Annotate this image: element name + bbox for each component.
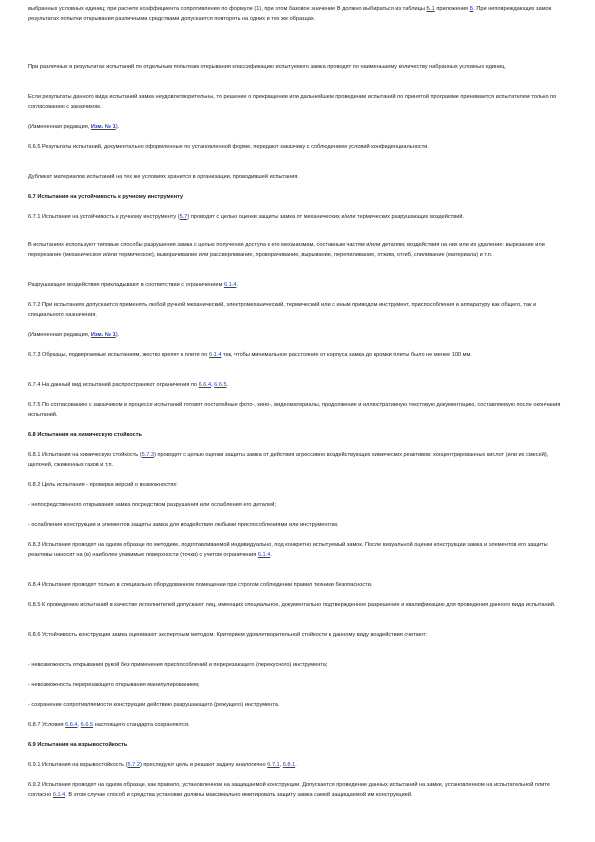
reference-link[interactable]: 5.7.3 bbox=[141, 452, 155, 458]
paragraph-text: 6.8.6 Устойчивость конструкции замка оценивают экспертным методом. Критерием удовлетворительной стойкости к данному виду воздействия считают: bbox=[28, 632, 427, 638]
paragraph-text: 6.8.1 Испытания на химическую стойкость ( bbox=[28, 452, 142, 458]
paragraph-text: В испытаниях используют типовые способы разрушения замка с целью получения доступа к его механизмам, составным частям и/или деталям; воздействия на них или их удаление: вырезание или перерезание (механическое и/или термическое), выворачивание или рассверливание, проворачивание, вырывание, перепиливание, отжим, отгиб, спиливание (материала) и т.п. bbox=[28, 242, 545, 258]
paragraph-text: 6.9 Испытания на взрывостойкость bbox=[28, 742, 128, 748]
reference-link[interactable]: 6.1.4 bbox=[223, 282, 237, 288]
paragraph bbox=[28, 172, 568, 182]
paragraph-text: - ослабления конструкции и элементов защиты замка для воздействия любыми приспособлениями или инструментом. bbox=[28, 522, 339, 528]
paragraph-text: так, чтобы минимальное расстояние от корпуса замка до кромки плиты было не менее 100 мм. bbox=[221, 352, 472, 358]
paragraph-text: 6.8 Испытания на химическую стойкость bbox=[28, 432, 142, 438]
paragraph-text: . bbox=[226, 382, 229, 388]
paragraph-text: ) проводят с целью оценки защиты замка от действия агрессивно воздействующих химических реактивов: концентрированных кислот (или их смесей), щелочей, сжиженных газов и т.п. bbox=[28, 452, 549, 468]
paragraph-text: 6.7.4 На данный вид испытаний распространяют ограничения по bbox=[28, 382, 199, 388]
paragraph-text: 6.7 Испытания на устойчивость к ручному инструменту bbox=[28, 194, 184, 200]
paragraph-text: (Измененная редакция, bbox=[28, 332, 91, 338]
paragraph-text: 6.7.1 Испытания на устойчивость к ручному инструменту ( bbox=[28, 214, 180, 220]
section-heading bbox=[28, 740, 568, 750]
paragraph-text: 6.7.2 При испытаниях допускается применять любой ручной механический, электромеханический, термический или с иным приводом инструмент, приспособления и аппаратуру как общего, так и специального назначения. bbox=[28, 302, 537, 318]
paragraph bbox=[28, 350, 568, 360]
reference-link[interactable]: Изм. № 1 bbox=[90, 332, 116, 338]
paragraph-text: Разрушающее воздействие прикладывают в соответствии с ограничением bbox=[28, 282, 224, 288]
paragraph bbox=[28, 520, 568, 530]
reference-link[interactable]: 6.6.4 bbox=[65, 722, 78, 728]
paragraph-text: - непосредственного открывания замка посредством разрушения или ослабления его деталей; bbox=[28, 502, 276, 508]
paragraph-text: Дубликат материалов испытаний на тех же условиях хранится в организации, проводившей испытания. bbox=[28, 174, 299, 180]
paragraph bbox=[28, 4, 568, 24]
paragraph bbox=[28, 540, 568, 560]
paragraph-text: B bbox=[336, 6, 341, 12]
paragraph bbox=[28, 280, 568, 290]
paragraph bbox=[28, 480, 568, 490]
paragraph-text: . При неповреждающих замок результатах попытки открывания различными средствами допускается повторять на одних и тех же образцах. bbox=[28, 6, 552, 22]
paragraph-text: 6.7.5 По согласованию с заказчиком в процессе испытаний готовят постатейные фото-, кино-, видеоматериалы, продолжение и иллюстративную текстовую документацию, составляемую после окончания испытаний. bbox=[28, 402, 561, 418]
reference-link[interactable]: Б bbox=[469, 6, 474, 12]
paragraph-text: . В этом случае способ и средства установки должны максимально имитировать защиту замка самой защищаемой им конструкцией. bbox=[65, 792, 413, 798]
paragraph-text: , bbox=[211, 382, 215, 388]
reference-link[interactable]: 6.6.5 bbox=[80, 722, 94, 728]
reference-link[interactable]: 5.7.2 bbox=[127, 762, 140, 768]
paragraph-text: 6.8.3 Испытания проводят на одном образце по методике, подготавливаемой индивидуально, под конкретно испытуемый замок. После визуальной оценки конструкции замка и элементов его защиты реактивы наносят на (в) наиболее уязвимые поверхности (точки) с учетом ограничения bbox=[28, 542, 548, 558]
paragraph-text: выбранных условных единиц; при расчете коэффициента сопротивления по формуле (1), при этом базовое значение bbox=[28, 6, 337, 12]
reference-link[interactable]: 6.8.1 bbox=[282, 762, 296, 768]
reference-link[interactable]: 6.6.4 bbox=[198, 382, 212, 388]
paragraph-text: 6.9.1 Испытания на взрывостойкость ( bbox=[28, 762, 128, 768]
paragraph bbox=[28, 300, 568, 320]
paragraph-text: . bbox=[295, 762, 297, 768]
paragraph-text: . bbox=[270, 552, 272, 558]
paragraph bbox=[28, 380, 568, 390]
paragraph-text: ) проводят с целью оценки защиты замка от механических и/или термических разрушающих воздействий. bbox=[187, 214, 465, 220]
paragraph bbox=[28, 62, 568, 72]
reference-link[interactable]: 6.1.4 bbox=[52, 792, 66, 798]
paragraph bbox=[28, 680, 568, 690]
paragraph-text: ). bbox=[115, 124, 120, 130]
paragraph bbox=[28, 400, 568, 420]
paragraph-text: ) преследуют цель и решают задачу аналогично bbox=[139, 762, 268, 768]
paragraph-text: - сохранение сопротивляемости конструкции действию разрушающего (режущего) инструмента. bbox=[28, 702, 280, 708]
paragraph-text: , bbox=[77, 722, 81, 728]
paragraph-text: 6.7.3 Образцы, подвергаемые испытаниям, жестко крепят к плите по bbox=[28, 352, 209, 358]
paragraph-text: При различных в результатах испытаний по отдельным попыткам открывания классификацию испытуемого замка проводят по наименьшему количеству набранных условных единиц. bbox=[28, 64, 507, 70]
paragraph-text: Если результаты данного вида испытаний замка неудовлетворительны, то решение о прекращении или дальнейшем проведении испытаний по принятой программе принимается испытателем только по согласованию с заказчиком. bbox=[28, 94, 557, 110]
paragraph-text: должно выбираться из таблицы bbox=[340, 6, 427, 12]
paragraph-text: настоящего стандарта сохраняются. bbox=[93, 722, 190, 728]
reference-link[interactable]: Изм. № 1 bbox=[90, 124, 116, 130]
paragraph bbox=[28, 600, 568, 610]
paragraph-text: (Измененная редакция, bbox=[28, 124, 91, 130]
paragraph-text: ). bbox=[115, 332, 120, 338]
reference-link[interactable]: 6.6.5 bbox=[214, 382, 227, 388]
paragraph-text: 6.8.7 Условия bbox=[28, 722, 66, 728]
paragraph-text: , bbox=[279, 762, 283, 768]
paragraph bbox=[28, 780, 568, 800]
reference-link[interactable]: 5.7 bbox=[179, 214, 188, 220]
paragraph bbox=[28, 92, 568, 112]
paragraph bbox=[28, 720, 568, 730]
paragraph-text: приложения bbox=[434, 6, 470, 12]
reference-link[interactable]: Б.1 bbox=[426, 6, 435, 12]
paragraph bbox=[28, 330, 568, 340]
paragraph-text: 6.8.2 Цель испытания - проверка версий о возможностях: bbox=[28, 482, 178, 488]
reference-link[interactable]: 6.1.4 bbox=[257, 552, 271, 558]
paragraph-text: . bbox=[236, 282, 238, 288]
reference-link[interactable]: 6.1.4 bbox=[208, 352, 222, 358]
paragraph bbox=[28, 240, 568, 260]
paragraph bbox=[28, 142, 568, 152]
paragraph-text: - невозможность открывания рукой без применения приспособлений и перерезающего (перекусного) инструмента; bbox=[28, 662, 328, 668]
paragraph-text: 6.9.2 Испытания проводят на одном образце, как правило, установленном на защищаемой конструкции. Допускается проведение данных испытаний на замке, установленном на испытательной плите согласно bbox=[28, 782, 550, 798]
paragraph-text: 6.8.5 К проведению испытаний в качестве исполнителей допускают лиц, имеющих специальное, документально подтвержденное разрешение и квалификацию для проведения данного вида испытаний. bbox=[28, 602, 556, 608]
reference-link[interactable]: 6.7.1 bbox=[267, 762, 280, 768]
paragraph bbox=[28, 500, 568, 510]
paragraph bbox=[28, 660, 568, 670]
paragraph bbox=[28, 580, 568, 590]
paragraph-text: 6.8.4 Испытания проводят только в специально оборудованном помещении при строгом соблюдении правил техники безопасности. bbox=[28, 582, 373, 588]
paragraph bbox=[28, 630, 568, 640]
paragraph bbox=[28, 760, 568, 770]
paragraph-text: 6.6.5 Результаты испытаний, документально оформленные по установленной форме, передают заказчику с соблюдением условий конфиденциальности. bbox=[28, 144, 429, 150]
paragraph bbox=[28, 212, 568, 222]
paragraph-text: - невозможность перерезающего открывания манипулированием; bbox=[28, 682, 200, 688]
paragraph bbox=[28, 450, 568, 470]
paragraph bbox=[28, 122, 568, 132]
section-heading bbox=[28, 192, 568, 202]
paragraph bbox=[28, 700, 568, 710]
section-heading bbox=[28, 430, 568, 440]
